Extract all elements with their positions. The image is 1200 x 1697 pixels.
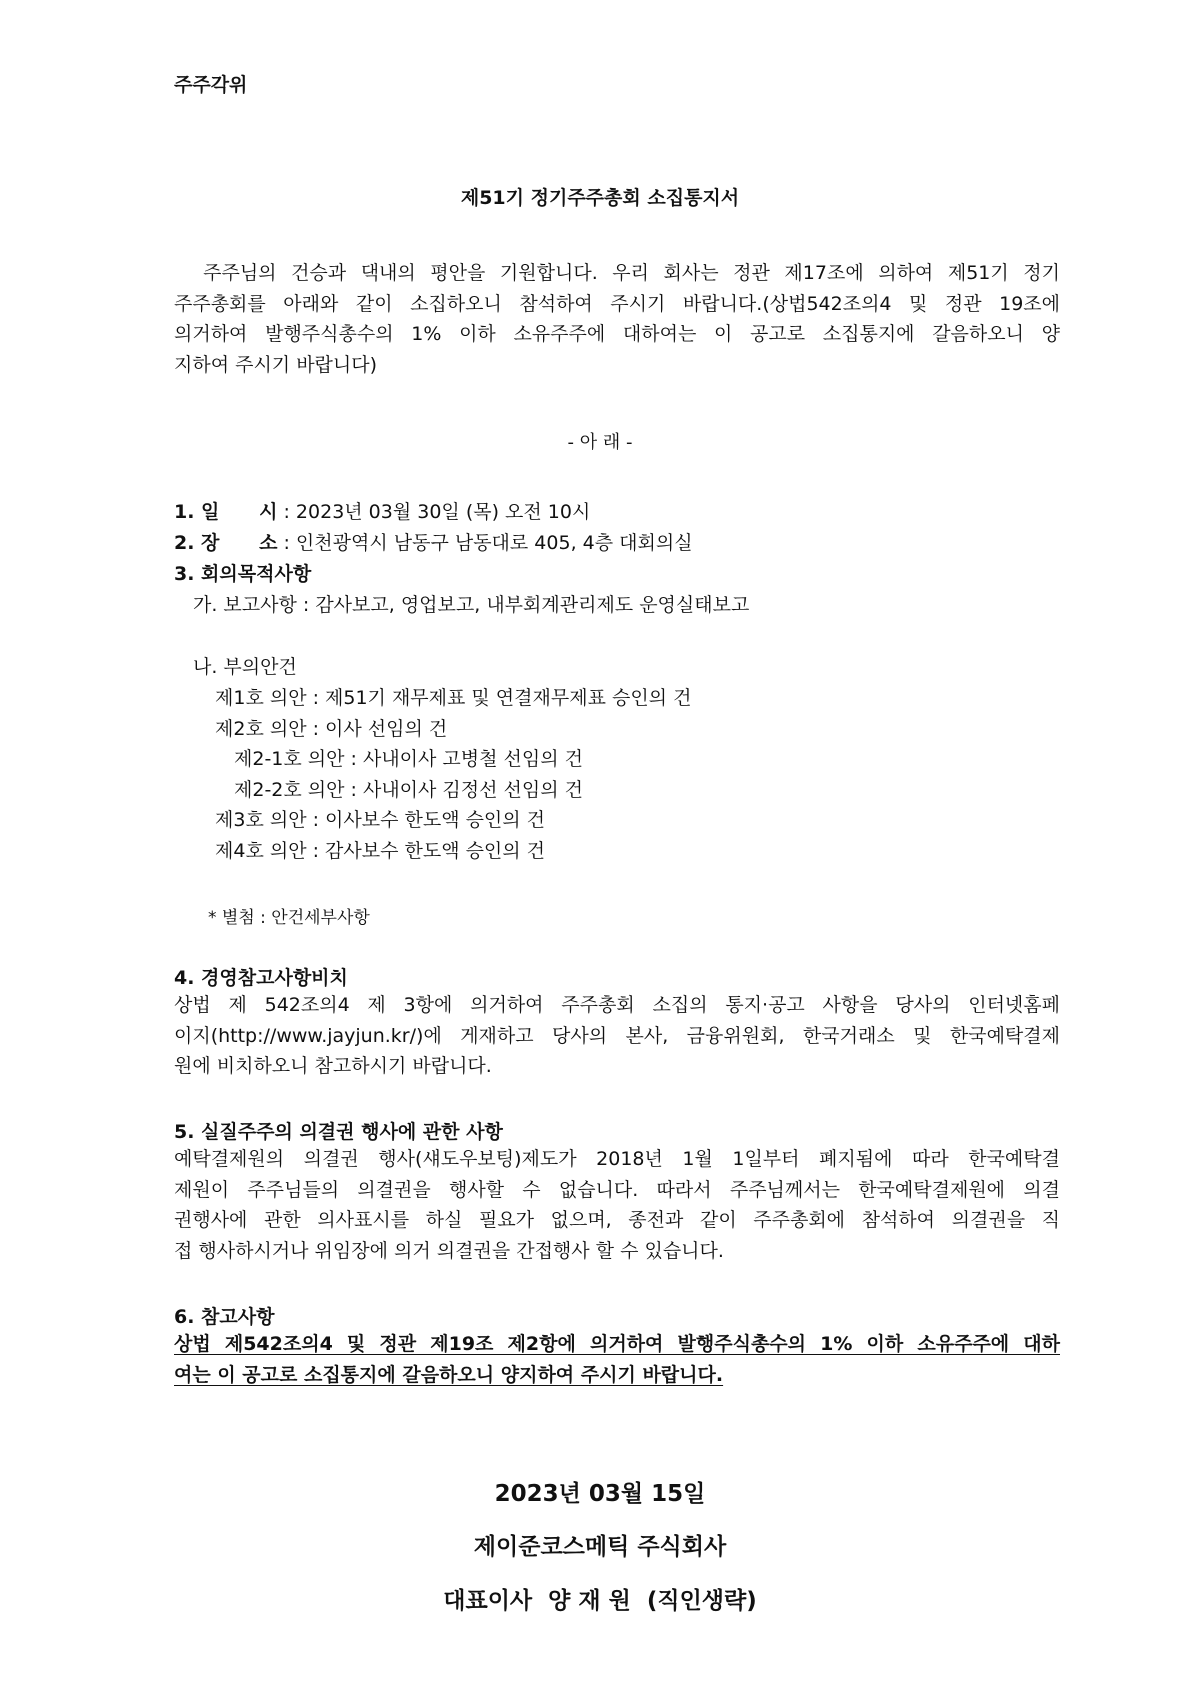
agenda-item: 제2-2호 의안 : 사내이사 김정선 선임의 건 [234,779,583,801]
agenda-item: 제4호 의안 : 감사보수 한도액 승인의 건 [215,840,546,862]
agenda-item: 제2-1호 의안 : 사내이사 고병철 선임의 건 [234,748,583,770]
agenda-item: 제1호 의안 : 제51기 재무제표 및 연결재무제표 승인의 건 [215,687,692,709]
paragraph-line: 예탁결제원의 의결권 행사(섀도우보팅)제도가 2018년 1월 1일부터 폐지됨에 따라 한국예탁결 [174,1148,1060,1170]
underlined-line: 여는 이 공고로 소집통지에 갈음하오니 양지하여 주시기 바랍니다. [174,1363,724,1386]
agenda-subheading: 나. 부의안건 [193,656,297,678]
voting-paragraph [174,1144,1060,1266]
attachment-note: * 별첨 : 안건세부사항 [208,908,370,928]
agenda-item: 제2호 의안 : 이사 선임의 건 [215,718,448,740]
paragraph-line: 제원이 주주님들의 의결권을 행사할 수 없습니다. 따라서 주주님께서는 한국예탁결제원에 의결 [174,1178,1060,1201]
intro-paragraph [174,258,1060,380]
paragraph-line: 접 행사하시거나 위임장에 의거 의결권을 간접행사 할 수 있습니다. [174,1239,724,1262]
report-items: 가. 보고사항 : 감사보고, 영업보고, 내부회계관리제도 운영실태보고 [193,594,750,616]
paragraph-line: 원에 비치하오니 참고하시기 바랍니다. [174,1055,492,1077]
intro-line: 의거하여 발행주식총수의 1% 이하 소유주주에 대하여는 이 공고로 소집통지에 갈음하오니 양 [174,323,1060,345]
below-marker: - 아 래 - [567,432,633,453]
document-title: 제51기 정기주주총회 소집통지서 [460,187,740,209]
notes-paragraph [174,1329,1060,1390]
addressee: 주주각위 [174,74,248,96]
representative: 대표이사 양 재 원 (직인생략) [443,1588,757,1614]
item-venue-label: 2. 장 소 [174,532,278,554]
underlined-line: 상법 제542조의4 및 정관 제19조 제2항에 의거하여 발행주식총수의 1% 이하 소유주주에 대하 [174,1333,1060,1355]
agenda-item: 제3호 의안 : 이사보수 한도액 승인의 건 [215,809,546,831]
paragraph-line: 권행사에 관한 의사표시를 하실 필요가 없으며, 종전과 같이 주주총회에 참석하여 의결권을 직 [174,1209,1060,1231]
item-datetime-label: 1. 일 시 [174,501,278,523]
item-venue-value: : 인천광역시 남동구 남동대로 405, 4층 대회의실 [277,532,693,554]
item-agenda-heading: 3. 회의목적사항 [174,563,312,585]
item-notes-heading: 6. 참고사항 [174,1306,275,1328]
item-venue [174,528,693,555]
intro-line: 주주님의 건승과 댁내의 평안을 기원합니다. 우리 회사는 정관 제17조에 의하여 제51기 정기 [174,262,1060,284]
paragraph-line: 상법 제 542조의4 제 3항에 의거하여 주주총회 소집의 통지·공고 사항을 당사의 인터넷홈페 [174,994,1060,1016]
intro-line: 주주총회를 아래와 같이 소집하오니 참석하여 주시기 바랍니다.(상법542조의4 및 정관 19조에 [174,292,1060,315]
notice-date: 2023년 03월 15일 [494,1481,706,1507]
item-reference-docs-heading: 4. 경영참고사항비치 [174,967,348,989]
intro-line: 지하여 주시기 바랍니다) [174,353,378,376]
item-voting-heading: 5. 실질주주의 의결권 행사에 관한 사항 [174,1121,503,1143]
paragraph-line: 이지(http://www.jayjun.kr/)에 게재하고 당사의 본사, 금융위원회, 한국거래소 및 한국예탁결제 [174,1024,1060,1047]
company-name: 제이준코스메틱 주식회사 [473,1534,727,1560]
reference-docs-paragraph [174,990,1060,1082]
item-datetime-value: : 2023년 03월 30일 (목) 오전 10시 [277,501,591,523]
item-datetime [174,497,590,524]
